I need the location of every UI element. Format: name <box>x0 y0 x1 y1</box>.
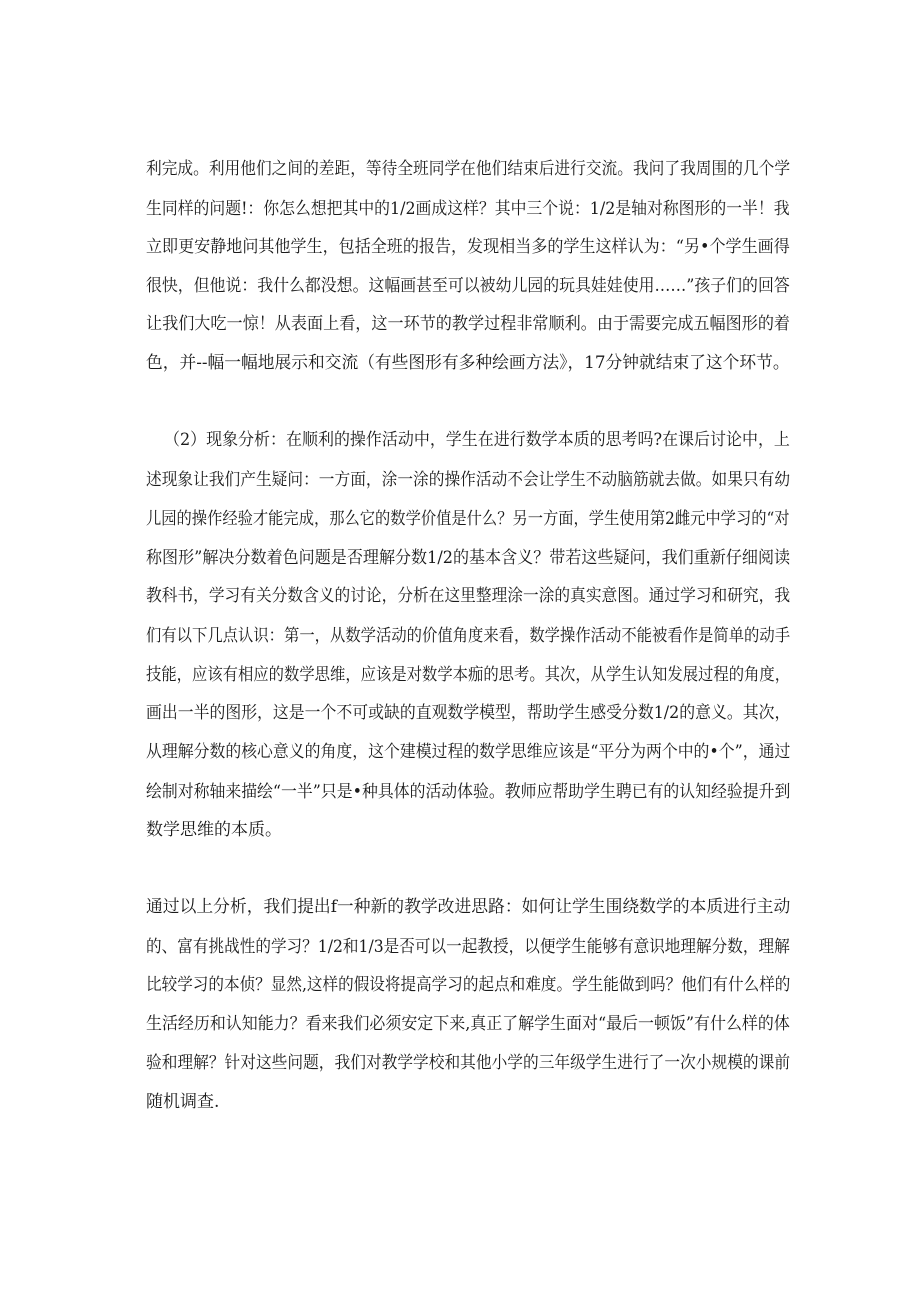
paragraph-2-line-2: 述现象让我们产生疑问：一方面，涂一涂的操作活动不会让学生不动脑筋就去做。如果只有幼 <box>146 470 791 490</box>
paragraph-3-line-1: 通过以上分析，我们提出f一种新的教学改进思路：如何让学生围绕数学的本质进行主动 <box>146 897 791 917</box>
paragraph-1-line-2: 生同样的问题!：你怎么想把其中的1/2画成这样？其中三个说：1/2是轴对称图形的一半！我 <box>146 199 790 219</box>
paragraph-1-line-3: 立即更安静地问其他学生，包括全班的报告，发现相当多的学生这样认为：“另•个学生画得 <box>146 237 790 257</box>
paragraph-3-line-4: 生活经历和认知能力？看来我们必须安定下来,真正了解学生面对“最后一顿饭”有什么样的体 <box>146 1014 790 1034</box>
paragraph-2-line-7: 技能，应该有相应的数学思维，应该是对数学本痂的思考。其次，从学生认知发展过程的角度， <box>146 665 791 685</box>
paragraph-1-line-1: 利完成。利用他们之间的差距，等待全班同学在他们结束后进行交流。我问了我周围的几个学 <box>146 159 791 179</box>
paragraph-2-line-3: 儿园的操作经验才能完成，那么它的数学价值是什么？另一方面，学生使用第2雌元中学习的“对 <box>146 509 790 529</box>
paragraph-1-line-6: 色，并--幅一幅地展示和交流（有些图形有多种绘画方法》，17分钟就结束了这个环节。 <box>146 353 790 373</box>
paragraph-3-line-6: 随机调查. <box>146 1092 220 1112</box>
paragraph-2-line-6: 们有以下几点认识：第一，从数学活动的价值角度来看，数学操作活动不能被看作是简单的动手 <box>146 626 791 646</box>
paragraph-2-line-8: 画出一半的图形，这是一个不可或缺的直观数学模型，帮助学生感受分数1/2的意义。其次， <box>146 703 791 723</box>
paragraph-2-line-1: （2）现象分析：在顺利的操作活动中，学生在进行数学本质的思考吗?在课后讨论中，上 <box>164 430 790 450</box>
paragraph-2-line-4: 称图形”解决分数着色问题是否理解分数1/2的基本含义？带若这些疑问，我们重新仔细阅读 <box>146 548 791 568</box>
paragraph-3-line-2: 的、富有挑战性的学习？1/2和1/3是否可以一起教授，以便学生能够有意识地理解分数，理解 <box>146 937 790 957</box>
paragraph-3-line-5: 验和理解？针对这些问题，我们对教学学校和其他小学的三年级学生进行了一次小规模的课前 <box>146 1053 791 1073</box>
paragraph-3-line-3: 比较学习的本侦？显然,这样的假设将提高学习的起点和难度。学生能做到吗？他们有什么样的 <box>146 975 791 995</box>
paragraph-2-line-5: 教科书，学习有关分数含义的讨论，分析在这里整理涂一涂的真实意图。通过学习和研究，我 <box>146 586 791 606</box>
paragraph-1-line-4: 很快，但他说：我什么都没想。这幅画甚至可以被幼儿园的玩具娃娃使用……”孩子们的回答 <box>146 276 790 296</box>
paragraph-2-line-11: 数学思维的本质。 <box>146 820 282 840</box>
paragraph-2-line-9: 从理解分数的核心意义的角度，这个建模过程的数学思维应该是“平分为两个中的•个”，通过 <box>146 742 791 762</box>
paragraph-1-line-5: 让我们大吃一惊！从表面上看，这一环节的教学过程非常顺利。由于需要完成五幅图形的着 <box>146 314 791 334</box>
paragraph-2-line-10: 绘制对称轴来描绘“一半”只是•种具体的活动体验。教师应帮助学生聘已有的认知经验提升到 <box>146 782 791 802</box>
